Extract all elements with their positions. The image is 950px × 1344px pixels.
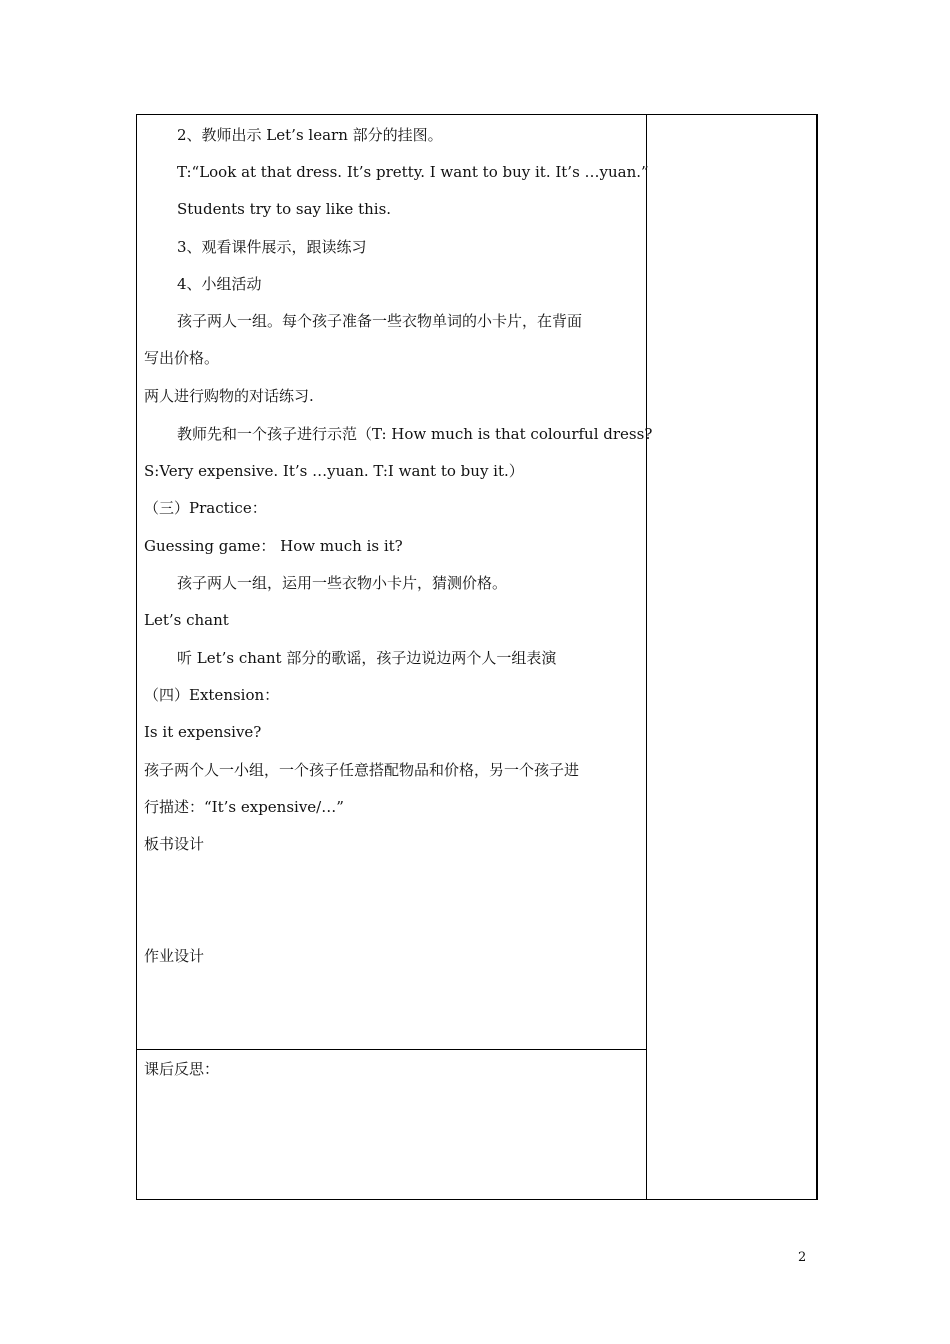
table-border-top [136, 114, 817, 115]
demo-line-1: 教师先和一个孩子进行示范（T: How much is that colourful dress? [177, 425, 653, 443]
table-border-right [816, 114, 818, 1200]
extension-line-1: 孩子两个人一小组，一个孩子任意搭配物品和价格，另一个孩子进 [144, 761, 580, 779]
extension-question: Is it expensive? [144, 723, 262, 741]
table-border-bottom [136, 1199, 817, 1200]
guessing-instruction-line: 孩子两人一组，运用一些衣物小卡片，猜测价格。 [177, 574, 508, 592]
group-activity-line-2: 写出价格。 [144, 349, 220, 367]
row-divider [136, 1049, 647, 1050]
reflection-label: 课后反思： [144, 1060, 220, 1078]
extension-heading: （四）Extension： [144, 686, 280, 704]
dialogue-practice-line: 两人进行购物的对话练习. [144, 387, 314, 405]
board-design-label: 板书设计 [144, 835, 205, 853]
step-2-line: 2、教师出示 Let’s learn 部分的挂图。 [177, 126, 443, 144]
guessing-game-line: Guessing game： How much is it? [144, 537, 403, 555]
teacher-dialogue-line: T:“Look at that dress. It’s pretty. I want to buy it. It’s …yuan.” [177, 163, 649, 181]
group-activity-line-1: 孩子两人一组。每个孩子准备一些衣物单词的小卡片，在背面 [177, 312, 583, 330]
chant-instruction-line: 听 Let’s chant 部分的歌谣，孩子边说边两个人一组表演 [177, 649, 557, 667]
table-border-left [136, 114, 137, 1200]
practice-heading: （三）Practice： [144, 499, 267, 517]
students-instruction-line: Students try to say like this. [177, 200, 392, 218]
step-4-line: 4、小组活动 [177, 275, 262, 293]
page-number: 2 [798, 1250, 807, 1265]
column-divider [646, 114, 647, 1200]
chant-heading: Let’s chant [144, 611, 229, 629]
homework-design-label: 作业设计 [144, 947, 205, 965]
demo-line-2: S:Very expensive. It’s …yuan. T:I want to buy it.） [144, 462, 524, 480]
step-3-line: 3、观看课件展示，跟读练习 [177, 238, 367, 256]
extension-line-2: 行描述：“It’s expensive/…” [144, 798, 344, 816]
